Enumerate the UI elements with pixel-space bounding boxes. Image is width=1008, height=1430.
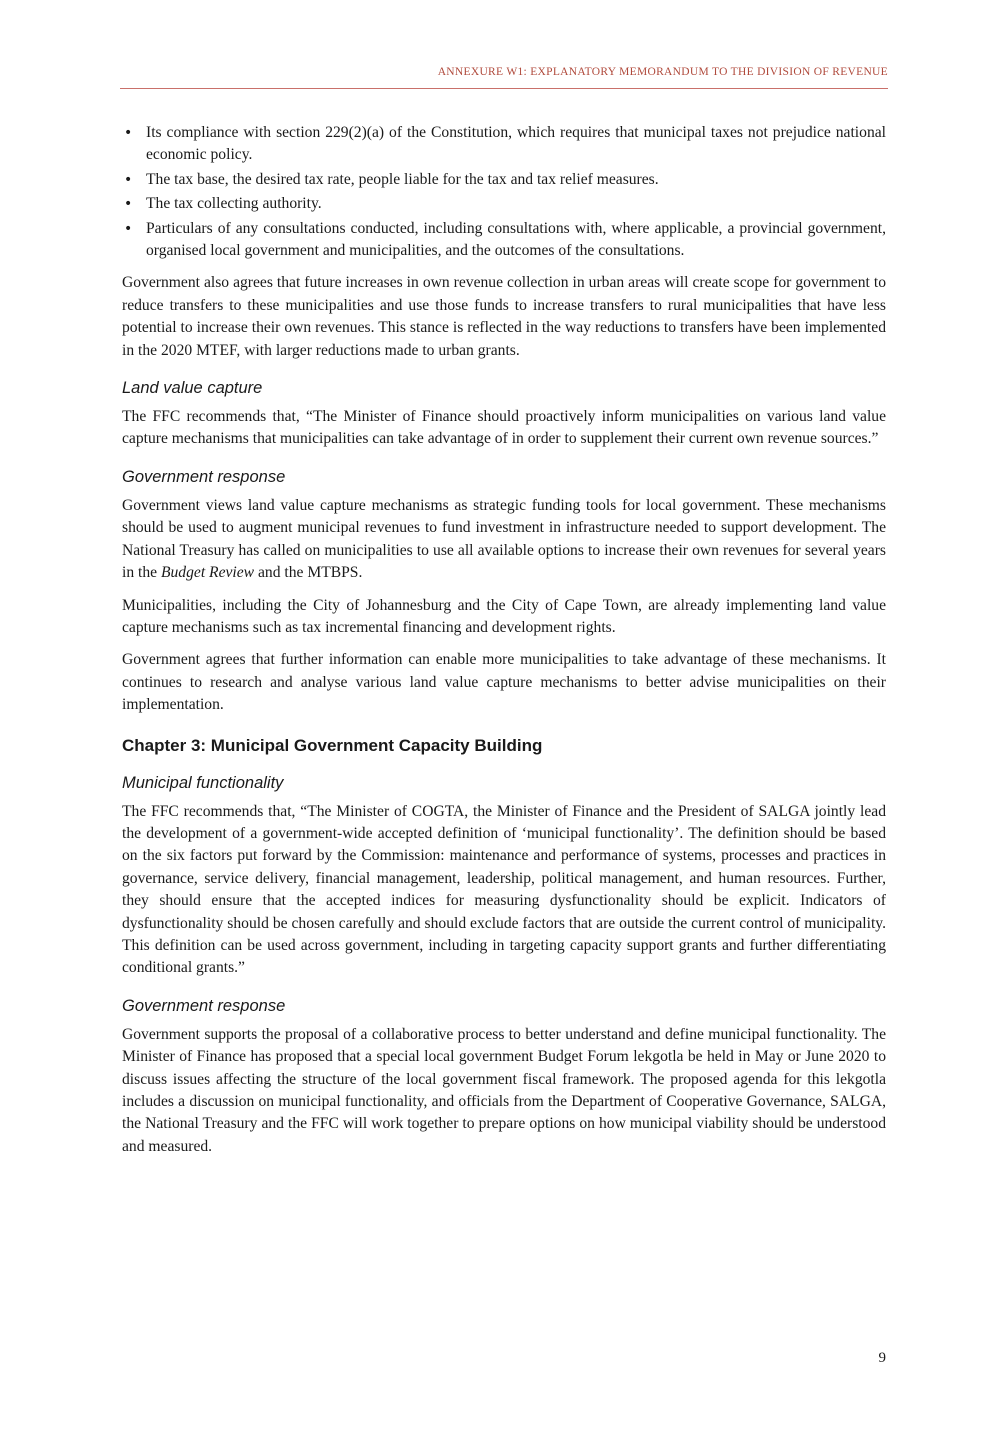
list-item: • Particulars of any consultations conducted, including consultations with, where applicable, a provincial government, organised local government and municipalities, and the outcomes of the consultations.: [124, 219, 886, 260]
chapter-3-title: Chapter 3: Municipal Government Capacity Building: [122, 735, 543, 755]
list-item: • The tax base, the desired tax rate, people liable for the tax and tax relief measures.: [122, 169, 886, 191]
running-header: ANNEXURE W1: EXPLANATORY MEMORANDUM TO THE DIVISION OF REVENUE: [437, 66, 888, 78]
page-body: [122, 122, 886, 1168]
bullet-icon: •: [124, 196, 133, 213]
government-response-heading: Government response: [122, 467, 286, 486]
functionality-recommendation: The FFC recommends that, “The Minister of COGTA, the Minister of Finance and the President of SALGA jointly lead the development of a government-wide accepted definition of ‘municipal functionality’. The definition should be based on the six factors put forward by the Commission: maintenance and performance of systems, processes and practices in governance, service delivery, financial management, leadership, political management, and human resources. Further, they should ensure that the accepted indices for measuring dysfunctionality should be explicit. Indicators of dysfunctionality should be chosen carefully and should exclude factors that are outside the current control of municipality. This definition can be used across government, including in targeting capacity support grants and further differentiating conditional grants.”: [122, 802, 886, 977]
municipalities-paragraph: Municipalities, including the City of Johannesburg and the City of Cape Town, are already implementing land value capture mechanisms such as tax incremental financing and development rights.: [122, 596, 886, 636]
bullet-icon: •: [124, 171, 133, 188]
further-information-paragraph: Government agrees that further information can enable more municipalities to take advantage of these mechanisms. It continues to research and analyse various land value capture mechanisms to better advise municipalities on their implementation.: [122, 651, 886, 714]
land-value-heading: Land value capture: [122, 379, 263, 398]
page-number: 9: [878, 1350, 886, 1366]
functionality-response-paragraph: Government supports the proposal of a collaborative process to better understand and define municipal functionality. The Minister of Finance has proposed that a special local government Budget Forum lekgotla be held in May or June 2020 to discuss issues affecting the structure of the local government fiscal framework. The proposed agenda for this lekgotla includes a discussion on municipal functionality, and officials from the Department of Cooperative Governance, SALGA, the National Treasury and the FFC will work together to prepare options on how municipal viability should be understood and measured.: [122, 1025, 886, 1155]
land-value-response-paragraph: Government views land value capture mechanisms as strategic funding tools for local government. These mechanisms should be used to augment municipal revenues to fund investment in infrastructure needed to support development. The National Treasury has called on municipalities to use all available options to increase their own revenues for several years in the Budget Review and the MTBPS.: [122, 496, 886, 582]
bullet-icon: •: [124, 220, 133, 237]
bullet-list: [122, 122, 886, 262]
list-item: • Its compliance with section 229(2)(a) of the Constitution, which requires that municipal taxes not prejudice national economic policy.: [124, 124, 886, 164]
budget-review-title: Budget Review: [160, 564, 255, 582]
header-rule: [120, 88, 888, 89]
bullet-icon: •: [124, 125, 133, 141]
land-value-recommendation: The FFC recommends that, “The Minister of Finance should proactively inform municipalities on various land value capture mechanisms that municipalities can take advantage of in order to supplement their current own revenue sources.”: [122, 408, 886, 448]
municipal-functionality-heading: Municipal functionality: [122, 773, 284, 792]
list-item: • The tax collecting authority.: [122, 193, 886, 215]
government-response-heading-2: Government response: [122, 996, 286, 1015]
urban-revenue-paragraph: Government also agrees that future increases in own revenue collection in urban areas will create scope for government to reduce transfers to these municipalities and use those funds to increase transfers to rural municipalities that have less potential to increase their own revenues. This stance is reflected in the way reductions to transfers have been implemented in the 2020 MTEF, with larger reductions made to urban grants.: [122, 274, 886, 359]
